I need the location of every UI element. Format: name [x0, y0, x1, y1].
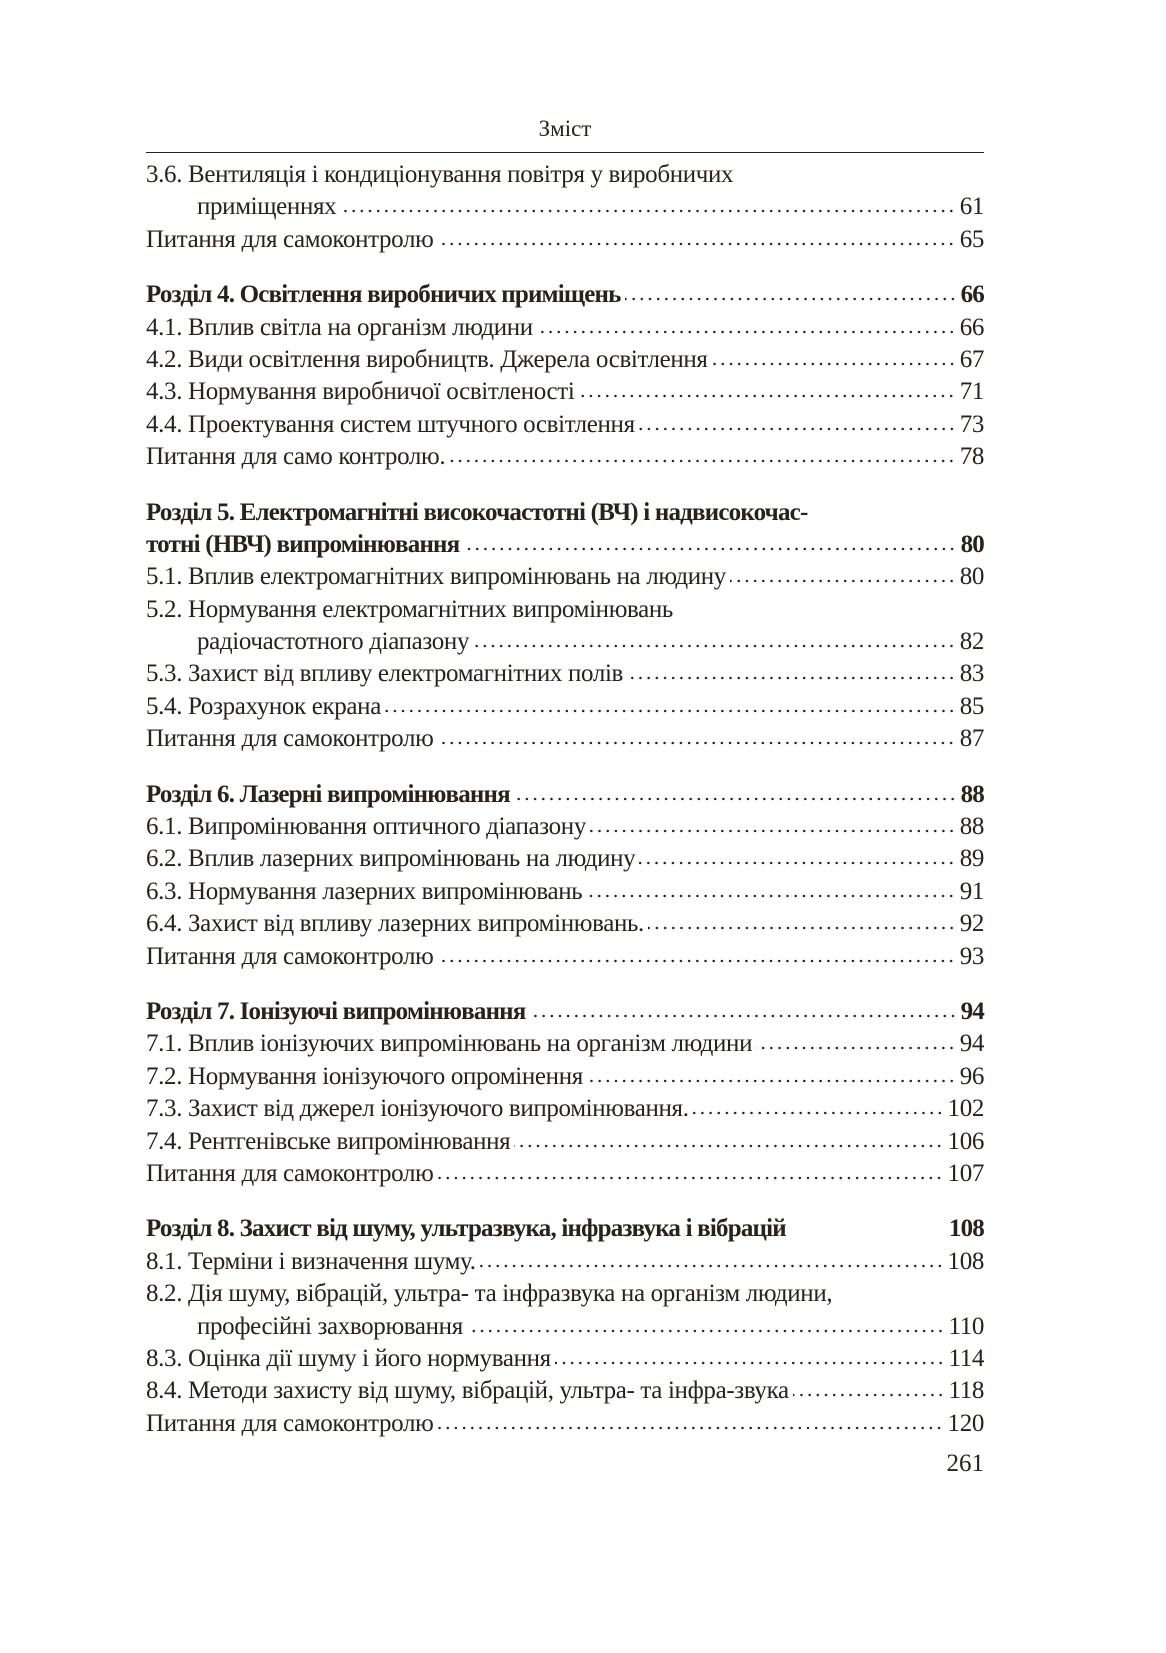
dot-leader — [385, 708, 956, 714]
toc-entry[interactable] — [146, 691, 984, 723]
dot-leader — [514, 796, 957, 802]
toc-entry[interactable] — [146, 1343, 984, 1375]
toc-entry[interactable] — [146, 723, 984, 755]
entry-title: 4.4. Проектування систем штучного освітлення — [146, 410, 635, 438]
toc-entry[interactable] — [146, 441, 984, 473]
dot-leader — [590, 828, 956, 834]
toc-section — [146, 779, 984, 973]
entry-page-number: 61 — [959, 193, 984, 221]
entry-page-number: 89 — [959, 845, 984, 873]
dot-leader — [340, 208, 955, 214]
toc-entry[interactable] — [146, 658, 984, 690]
toc-entry[interactable] — [146, 191, 984, 223]
entry-page-number: 88 — [959, 813, 984, 841]
entry-page-number: 71 — [959, 378, 984, 406]
entry-title: 8.2. Дія шуму, вібрацій, ультра- та інфразвука на організм людини, — [146, 1280, 833, 1308]
entry-title: 7.4. Рентгенівське випромінювання — [146, 1127, 511, 1155]
dot-leader — [648, 925, 956, 931]
entry-title: 5.1. Вплив електромагнітних випромінювань на людину — [146, 563, 726, 591]
entry-page-number: 66 — [959, 313, 984, 341]
entry-page-number: 107 — [947, 1159, 984, 1187]
entry-title: 6.3. Нормування лазерних випромінювань — [146, 877, 583, 905]
entry-title: 6.4. Захист від впливу лазерних випромінювань. — [146, 910, 644, 938]
dot-leader — [480, 1263, 944, 1269]
dot-leader — [537, 329, 956, 335]
toc-chapter-entry[interactable] — [146, 529, 984, 561]
toc-entry[interactable] — [146, 1158, 984, 1190]
toc-entry[interactable] — [146, 1061, 984, 1093]
toc-section — [146, 1213, 984, 1440]
dot-leader — [693, 1110, 944, 1116]
entry-title: 5.3. Захист від впливу електромагнітних полів — [146, 660, 623, 688]
toc-entry[interactable] — [146, 594, 984, 626]
dot-leader — [530, 1013, 957, 1019]
toc-chapter-entry[interactable] — [146, 279, 984, 311]
dot-leader — [449, 458, 955, 464]
toc-entry[interactable] — [146, 376, 984, 408]
toc-chapter-entry[interactable] — [146, 996, 984, 1028]
entry-title: 7.2. Нормування іонізуючого опромінення — [146, 1062, 583, 1090]
dot-leader — [578, 393, 955, 399]
toc-section — [146, 159, 984, 256]
entry-title: Розділ 6. Лазерні випромінювання — [146, 780, 510, 808]
dot-leader — [437, 1175, 943, 1181]
toc-chapter-entry[interactable] — [146, 1213, 984, 1245]
toc-entry[interactable] — [146, 409, 984, 441]
entry-page-number: 110 — [948, 1312, 984, 1340]
entry-page-number: 80 — [959, 563, 984, 591]
entry-page-number: 91 — [959, 877, 984, 905]
toc-entry[interactable] — [146, 1408, 984, 1440]
entry-title: приміщеннях — [197, 193, 337, 221]
toc-chapter-entry[interactable] — [146, 779, 984, 811]
toc-entry[interactable] — [146, 561, 984, 593]
entry-page-number: 67 — [959, 345, 984, 373]
toc-entry[interactable] — [146, 1278, 984, 1310]
entry-page-number: 120 — [947, 1409, 984, 1437]
entry-page-number: 114 — [948, 1344, 984, 1372]
entry-title: Питання для самоконтролю — [146, 725, 434, 753]
toc-entry[interactable] — [146, 811, 984, 843]
dot-leader — [793, 1392, 945, 1398]
toc-entry[interactable] — [146, 1028, 984, 1060]
entry-title: 8.3. Оцінка дії шуму і його нормування — [146, 1344, 551, 1372]
entry-page-number: 80 — [960, 530, 984, 558]
dot-leader — [730, 578, 956, 584]
toc-entry[interactable] — [146, 626, 984, 658]
dot-leader — [625, 296, 957, 302]
dot-leader — [437, 958, 955, 964]
toc-entry[interactable] — [146, 1093, 984, 1125]
dot-leader — [639, 426, 956, 432]
toc-entry[interactable] — [146, 1126, 984, 1158]
entry-title: Питання для само контролю. — [146, 443, 446, 471]
dot-leader — [437, 1425, 943, 1431]
entry-title: Питання для самоконтролю — [146, 225, 434, 253]
entry-title: Питання для самоконтролю — [146, 1159, 434, 1187]
dot-leader — [587, 1078, 956, 1084]
entry-title: Питання для самоконтролю — [146, 1409, 434, 1437]
entry-title: 7.1. Вплив іонізуючих випромінювань на організм людини — [146, 1030, 753, 1058]
entry-title: 6.1. Випромінювання оптичного діапазону — [146, 813, 586, 841]
toc-entry[interactable] — [146, 312, 984, 344]
entry-title: тотні (НВЧ) випромінювання — [146, 530, 460, 558]
dot-leader — [463, 546, 956, 552]
table-of-contents — [146, 159, 984, 1440]
dot-leader — [437, 241, 955, 247]
entry-title: 5.4. Розрахунок екрана — [146, 692, 381, 720]
toc-section — [146, 497, 984, 756]
toc-entry[interactable] — [146, 1311, 984, 1343]
entry-page-number: 102 — [947, 1095, 984, 1123]
entry-title: 4.1. Вплив світла на організм людини — [146, 313, 533, 341]
dot-leader — [437, 740, 955, 746]
entry-title: Розділ 4. Освітлення виробничих приміщень — [146, 281, 621, 309]
entry-page-number: 65 — [959, 225, 984, 253]
header-rule — [146, 152, 984, 153]
toc-chapter-entry[interactable] — [146, 497, 984, 529]
dot-leader — [627, 675, 956, 681]
entry-page-number: 78 — [959, 443, 984, 471]
dot-leader — [712, 361, 956, 367]
entry-title: 7.3. Захист від джерел іонізуючого випромінювання. — [146, 1095, 689, 1123]
entry-page-number: 106 — [947, 1127, 984, 1155]
entry-page-number: 92 — [959, 910, 984, 938]
dot-leader — [639, 860, 955, 866]
entry-page-number: 96 — [959, 1062, 984, 1090]
entry-title: Розділ 8. Захист від шуму, ультразвука, інфразвука і вібрацій — [146, 1215, 786, 1243]
entry-page-number: 87 — [959, 725, 984, 753]
dot-leader — [514, 1143, 943, 1149]
dot-leader — [586, 893, 955, 899]
toc-entry[interactable] — [146, 908, 984, 940]
dot-leader — [555, 1360, 945, 1366]
page-number: 261 — [946, 1450, 984, 1477]
entry-title: Розділ 5. Електромагнітні високочастотні (ВЧ) і надвисокочас- — [146, 498, 808, 526]
entry-title: 8.4. Методи захисту від шуму, вібрацій, ультра- та інфра-звука — [146, 1377, 789, 1405]
entry-page-number: 85 — [959, 692, 984, 720]
entry-title: 3.6. Вентиляція і кондиціонування повітря у виробничих — [146, 161, 734, 188]
toc-entry[interactable] — [146, 843, 984, 875]
entry-title: Розділ 7. Іонізуючі випромінювання — [146, 997, 526, 1025]
dot-leader — [756, 1045, 956, 1051]
entry-title: Питання для самоконтролю — [146, 942, 434, 970]
entry-title: 6.2. Вплив лазерних випромінювань на людину — [146, 845, 636, 873]
dot-leader — [790, 1230, 945, 1236]
entry-title: радіочастотного діапазону — [197, 628, 470, 656]
running-header: Зміст — [538, 116, 592, 141]
entry-page-number: 94 — [960, 997, 984, 1025]
toc-entry[interactable] — [146, 1375, 984, 1407]
entry-title: 8.1. Терміни і визначення шуму. — [146, 1247, 476, 1275]
entry-page-number: 83 — [959, 660, 984, 688]
entry-page-number: 94 — [959, 1030, 984, 1058]
entry-page-number: 73 — [959, 410, 984, 438]
entry-page-number: 108 — [948, 1215, 984, 1243]
dot-leader — [473, 643, 956, 649]
toc-entry[interactable] — [146, 344, 984, 376]
entry-title: професійні захворювання — [197, 1312, 463, 1340]
entry-page-number: 82 — [959, 628, 984, 656]
toc-entry[interactable] — [146, 224, 984, 256]
toc-entry[interactable] — [146, 1246, 984, 1278]
toc-entry[interactable] — [146, 159, 984, 191]
entry-page-number: 66 — [960, 281, 984, 309]
entry-page-number: 118 — [948, 1377, 984, 1405]
entry-title: 5.2. Нормування електромагнітних випромінювань — [146, 595, 673, 623]
toc-entry[interactable] — [146, 941, 984, 973]
toc-entry[interactable] — [146, 876, 984, 908]
toc-section — [146, 996, 984, 1190]
dot-leader — [467, 1328, 945, 1334]
entry-title: 4.3. Нормування виробничої освітленості — [146, 378, 575, 406]
entry-title: 4.2. Види освітлення виробництв. Джерела освітлення — [146, 345, 708, 373]
entry-page-number: 93 — [959, 942, 984, 970]
entry-page-number: 108 — [947, 1247, 984, 1275]
entry-page-number: 88 — [960, 780, 984, 808]
toc-section — [146, 279, 984, 473]
